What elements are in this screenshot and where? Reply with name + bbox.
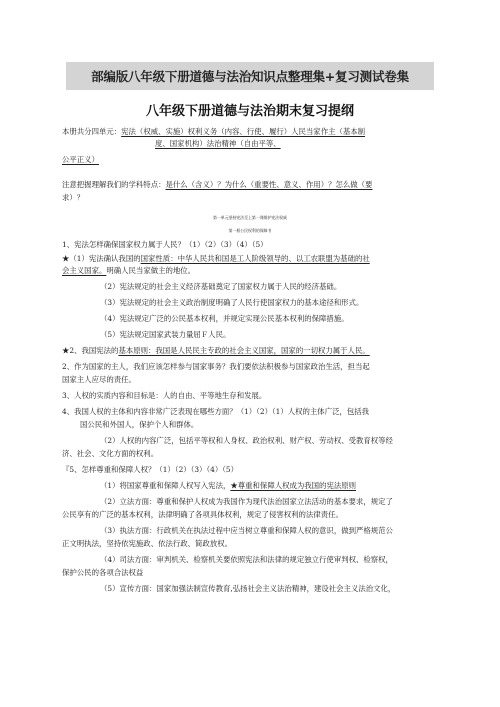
answer-1-line-1 (62, 254, 370, 264)
question-5-answer-4-line-1: （4）司法方面：审判机关、检察机关要依照宪法和法律的规定独立行使审判权、检察权， (100, 555, 393, 564)
question-3: 3、人权的实质内容和目标是：人的自由、平等地生存和发展。 (62, 391, 267, 400)
q5-a1-prefix: （1）将国家尊重和保障人权写入宪法， (100, 481, 231, 490)
units-line-3: 公平正义） (62, 155, 99, 164)
answer-2: （2）宪法规定的社会主义经济基础奠定了国家权力属于人民的经济基础。 (100, 282, 342, 291)
question-4-line-1: 4、我国人权的主体和内容非常广泛表现在哪些方面？（1）（2）（1）人权的主体广泛，包括我 (62, 407, 370, 416)
question-4-line-4: 济、社会、文化方面的权利。 (62, 449, 159, 458)
question-5: 『5、怎样尊重和保障人权？（1）（2）（3）（4）（5） (62, 465, 239, 474)
answer-3: （3）宪法规定的社会主义政治制度明确了人民行使国家权力的基本途径和形式。 (100, 298, 364, 307)
question-4-line-2: 国公民和外国人，保护个人和群体。 (80, 420, 199, 429)
answer-1-star: ★（1）宪法确认我国的 (62, 254, 141, 263)
banner-title: 部编版八年级下册道德与法治知识点整理集+复习测试卷集 (91, 69, 409, 84)
answer-1-highlight: 国家性质：中华人民共和国是工人阶级领导的、以工农联盟为基础的社 (140, 254, 370, 263)
principle-prefix: ★2、我国宪法的 (62, 346, 119, 355)
units-prefix: 本册共分四单元： (62, 127, 122, 136)
answer-1-rest: 明确人民当家做主的地位。 (106, 266, 196, 275)
lesson-title: 第一框公民权利的保障书 (228, 228, 272, 233)
question-5-answer-3-line-2: 正文明执法，坚持依宪施政、依法行政、简政放权。 (62, 539, 232, 548)
question-1: 1、宪法怎样确保国家权力属于人民？（1）（2）（3）（4）（5） (62, 240, 268, 249)
answer-5: （5）宪法规定国家武装力量屈Ｆ人民。 (100, 330, 231, 339)
unit-title: 第一单元坚持宪法至上第一课维护宪法权威 (213, 215, 287, 220)
question-5-answer-5: （5）宣传方面：国家加强法制宣传教育,弘扬社会主义法治精神，建设社会主义法治文化， (100, 584, 396, 593)
title-banner (66, 62, 434, 90)
question-5-answer-1 (100, 481, 356, 491)
focus-text: 是什么（含义）？为什么（重要性、意义、作用）？怎么做（要 (165, 180, 373, 189)
q5-a1-highlight: ★尊重和保障人权成为我国的宪法原则 (230, 481, 357, 490)
principle-line (62, 346, 370, 356)
question-5-answer-3-line-1: （3）执法方面：行政机关在执法过程中应当树立尊重和保障人权的意识，做到严格规范公 (100, 526, 393, 535)
question-4-line-3: （2）人权的内容广泛，包括平等权和人身权、政治权利、财产权、劳动权、受教育权等经 (100, 436, 393, 445)
principle-text: 基本原则：我国是人民民主专政的社会主义国家，国家的一切权力属于人民。 (118, 346, 370, 355)
answer-1-line-2 (62, 266, 195, 276)
units-line-1 (62, 127, 365, 137)
answer-1-highlight-cont: 会主义国家。 (62, 266, 107, 275)
focus-line-1 (62, 180, 372, 190)
answer-4: （4）宪法规定广泛的公民基本权利，并规定实现公民基本权利的保障措施。 (100, 314, 349, 323)
focus-prefix: 注意把握理解我们的学科特点： (62, 180, 166, 189)
units-line-2: 度、国家机构）法治精神（自由平等、 (155, 139, 281, 148)
question-5-answer-2-line-2: 公民享有的广泛的基本权利，法律明确了各项具体权利，规定了侵害权利的法律责任。 (62, 510, 343, 519)
units-text-1: 宪法（权威、实施）权利义务（内容、行使、履行）人民当家作主（基本制 (121, 127, 366, 136)
focus-line-2: 求）？ (62, 193, 85, 202)
document-title: 八年级下册道德与法治期末复习提纲 (145, 104, 354, 119)
question-2-line-1: 2、作为国家的主人，我们应该怎样参与国家事务？我们要依法积极参与国家政治生活，担当起 (62, 362, 370, 371)
question-5-answer-4-line-2: 保护公民的各项合法权益 (62, 568, 144, 577)
question-5-answer-2-line-1: （2）立法方面：尊重和保护人权成为我国作为现代法治国家立法活动的基本要求，规定了 (100, 497, 393, 506)
question-2-line-2: 国家主人应尽的责任。 (62, 375, 136, 384)
